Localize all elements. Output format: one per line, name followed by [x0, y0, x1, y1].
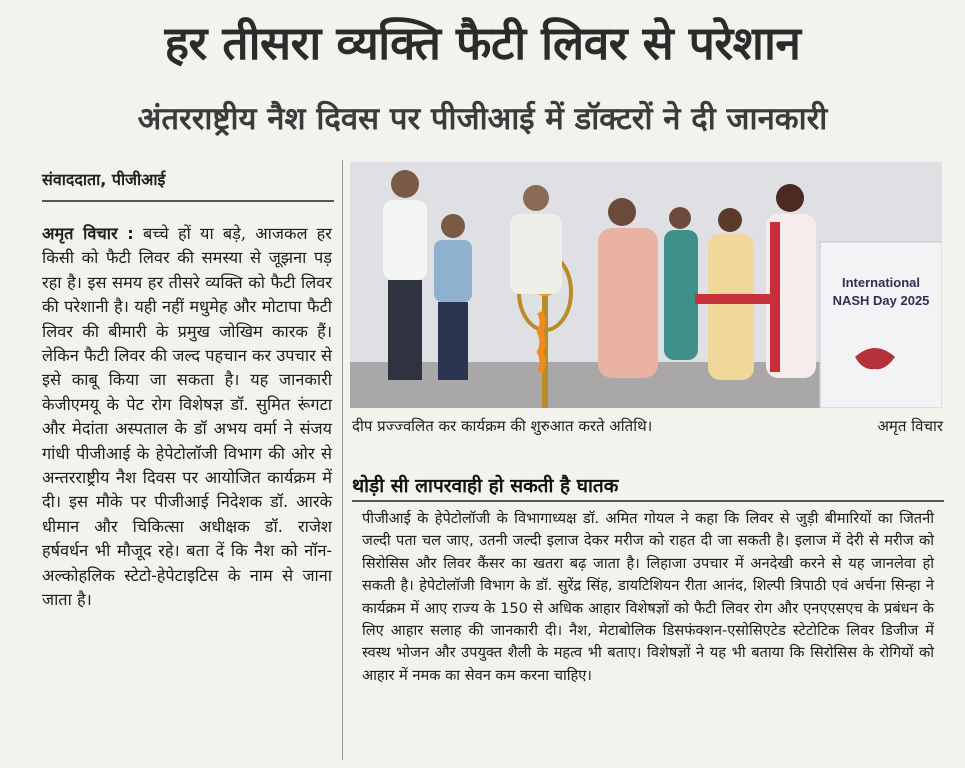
left-body-text: बच्चे हों या बड़े, आजकल हर किसी को फैटी लिवर की समस्या से जूझना पड़ रहा है। इस समय हर तीसरे व्यक्ति को फैटी लिवर की परेशानी है। यही नहीं मधुमेह और मोटापा फैटी लिवर की बीमारी के प्रमुख जोखिम कारक हैं। लेकिन फैटी लिवर की जल्द पहचान कर उपचार से इसे काबू किया जा सकता है। यह जानकारी केजीएमयू के पेट रोग विशेषज्ञ डॉ. सुमित रूंगटा और मेदांता अस्पताल के डॉ अभय वर्मा ने संजय गांधी पीजीआई के हेपेटोलॉजी विभाग की ओर से अन्तरराष्ट्रीय नैश दिवस पर आयोजित कार्यक्रम में दी। इस मौके पर पीजीआई निदेशक डॉ. आरके धीमान और चिकित्सा अधीक्षक डॉ. राजेश हर्षवर्धन भी मौजूद रहे। बता दें कि नैश को नॉन-अल्कोहलिक स्टेटो-हेपेटाइटिस के नाम से जाना जाता है।: [42, 224, 332, 610]
banner-line-2: NASH Day 2025: [832, 293, 930, 308]
lead-label: अमृत विचार :: [42, 224, 134, 243]
event-photo: [350, 162, 942, 408]
subheadline: अंतरराष्ट्रीय नैश दिवस पर पीजीआई में डॉक्टरों ने दी जानकारी: [137, 101, 828, 137]
byline: संवाददाता, पीजीआई: [42, 170, 166, 189]
left-column-body: [42, 222, 332, 613]
photo-credit: अमृत विचार: [877, 417, 943, 435]
sidebar-divider: [352, 500, 944, 502]
byline-divider: [42, 200, 334, 202]
headline: हर तीसरा व्यक्ति फैटी लिवर से परेशान: [164, 16, 801, 70]
person-1: [383, 170, 427, 380]
sidebar-title: थोड़ी सी लापरवाही हो सकती है घातक: [352, 475, 619, 497]
photo-caption: दीप प्रज्ज्वलित कर कार्यक्रम की शुरुआत करते अतिथि।: [352, 417, 653, 435]
banner-line-1: International: [841, 275, 921, 290]
column-divider: [342, 160, 343, 760]
event-photo-illustration: [350, 162, 942, 408]
right-column-body: पीजीआई के हेपेटोलॉजी के विभागाध्यक्ष डॉ. अमित गोयल ने कहा कि लिवर से जुड़ी बीमारियों का जितनी जल्दी पता चल जाए, उतनी जल्दी इलाज देकर मरीज को राहत दी जा सकती है। इलाज में देरी से मरीज को सिरोसिस और लिवर कैंसर का खतरा बढ़ जाता है। लिहाजा उपचार में अनदेखी करने से यह जानलेवा हो सकती है। हेपेटोलॉजी विभाग के डॉ. सुरेंद्र सिंह, डायटिशियन रीता आनंद, शिल्पी त्रिपाठी एवं अर्चना सिन्हा ने कार्यक्रम में आए राज्य के 150 से अधिक आहार विशेषज्ञों को फैटी लिवर रोग और एनएएसएच के प्रबंधन के लिए आहार सलाह की जानकारी दी। नैश, मेटाबोलिक डिसफंक्शन-एसोसिएटेड स्टेटोटिक लिवर डिजीज में स्वस्थ भोजन और उपयुक्त शैली के महत्व भी बताए। विशेषज्ञों ने यह भी बताया कि सिरोसिस के रोगियों को आहार में नमक का सेवन कम करना चाहिए।: [362, 510, 934, 684]
